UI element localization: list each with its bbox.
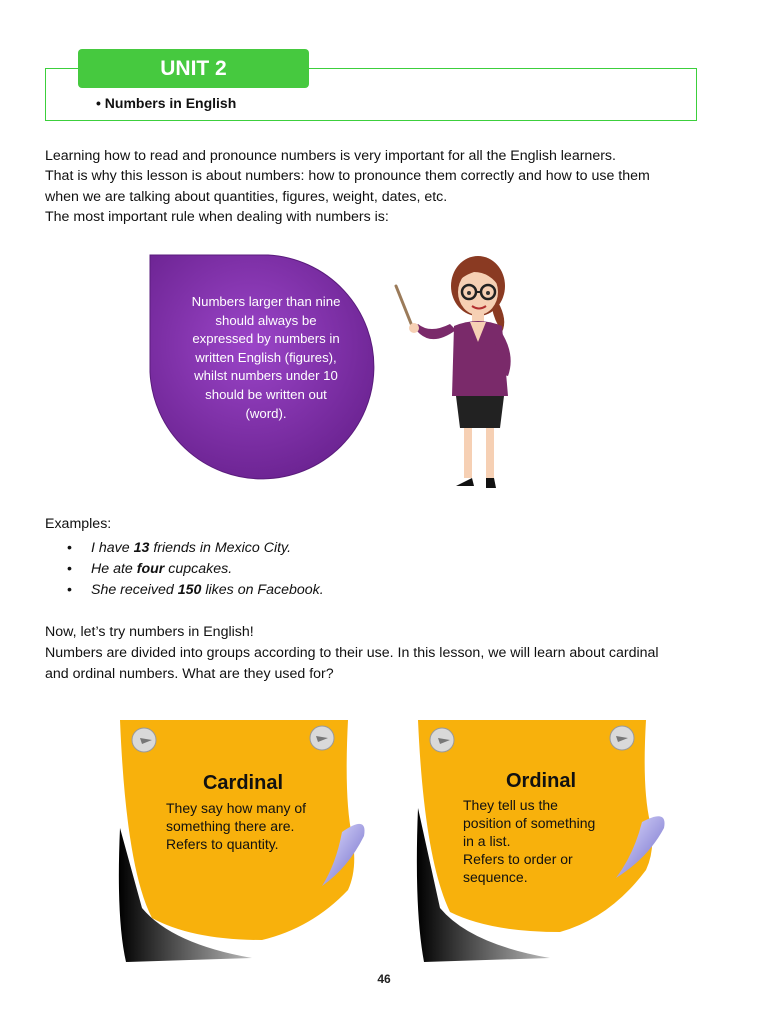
cardinal-title: Cardinal (202, 772, 284, 794)
unit-topic: • Numbers in English (96, 95, 237, 111)
pushpin-icon (430, 728, 454, 752)
pushpin-icon (310, 726, 334, 750)
intro-line-3: when we are talking about quantities, figures, weight, dates, etc. (45, 189, 448, 205)
intro-line-2: That is why this lesson is about numbers: how to pronounce them correctly and how to use them (45, 168, 650, 184)
ordinal-title: Ordinal (505, 770, 576, 792)
unit-title: UNIT 2 (78, 49, 309, 88)
pushpin-icon (610, 726, 634, 750)
rule-bubble-text: Numbers larger than nine should always be expressed by numbers in written English (figures), whilst numbers under 10 should be written out (word). (191, 294, 341, 421)
pushpin-icon (132, 728, 156, 752)
intro-line-1: Learning how to read and pronounce numbers is very important for all the English learners. (45, 148, 616, 164)
teacher-illustration (390, 250, 530, 490)
outro-line-2: Numbers are divided into groups according to their use. In this lesson, we will learn about cardinal (45, 645, 659, 661)
ordinal-body: They tell us the position of something in a list. Refers to order or sequence. (463, 797, 596, 885)
cardinal-body: They say how many of something there are. Refers to quantity. (166, 800, 307, 852)
outro-line-1: Now, let’s try numbers in English! (45, 624, 254, 640)
example-number: 13 (133, 540, 150, 556)
example-number: four (136, 561, 165, 577)
example-item: • I have 13 friends in Mexico City. (67, 538, 324, 559)
example-item: • He ate four cupcakes. (67, 559, 324, 580)
examples-list (67, 538, 324, 601)
examples-heading: Examples: (45, 516, 112, 532)
page-number: 46 (377, 972, 391, 986)
example-number: 150 (177, 582, 202, 598)
example-item: • She received 150 likes on Facebook. (67, 580, 324, 601)
outro-line-3: and ordinal numbers. What are they used for? (45, 666, 334, 682)
intro-line-4: The most important rule when dealing with numbers is: (45, 209, 389, 225)
